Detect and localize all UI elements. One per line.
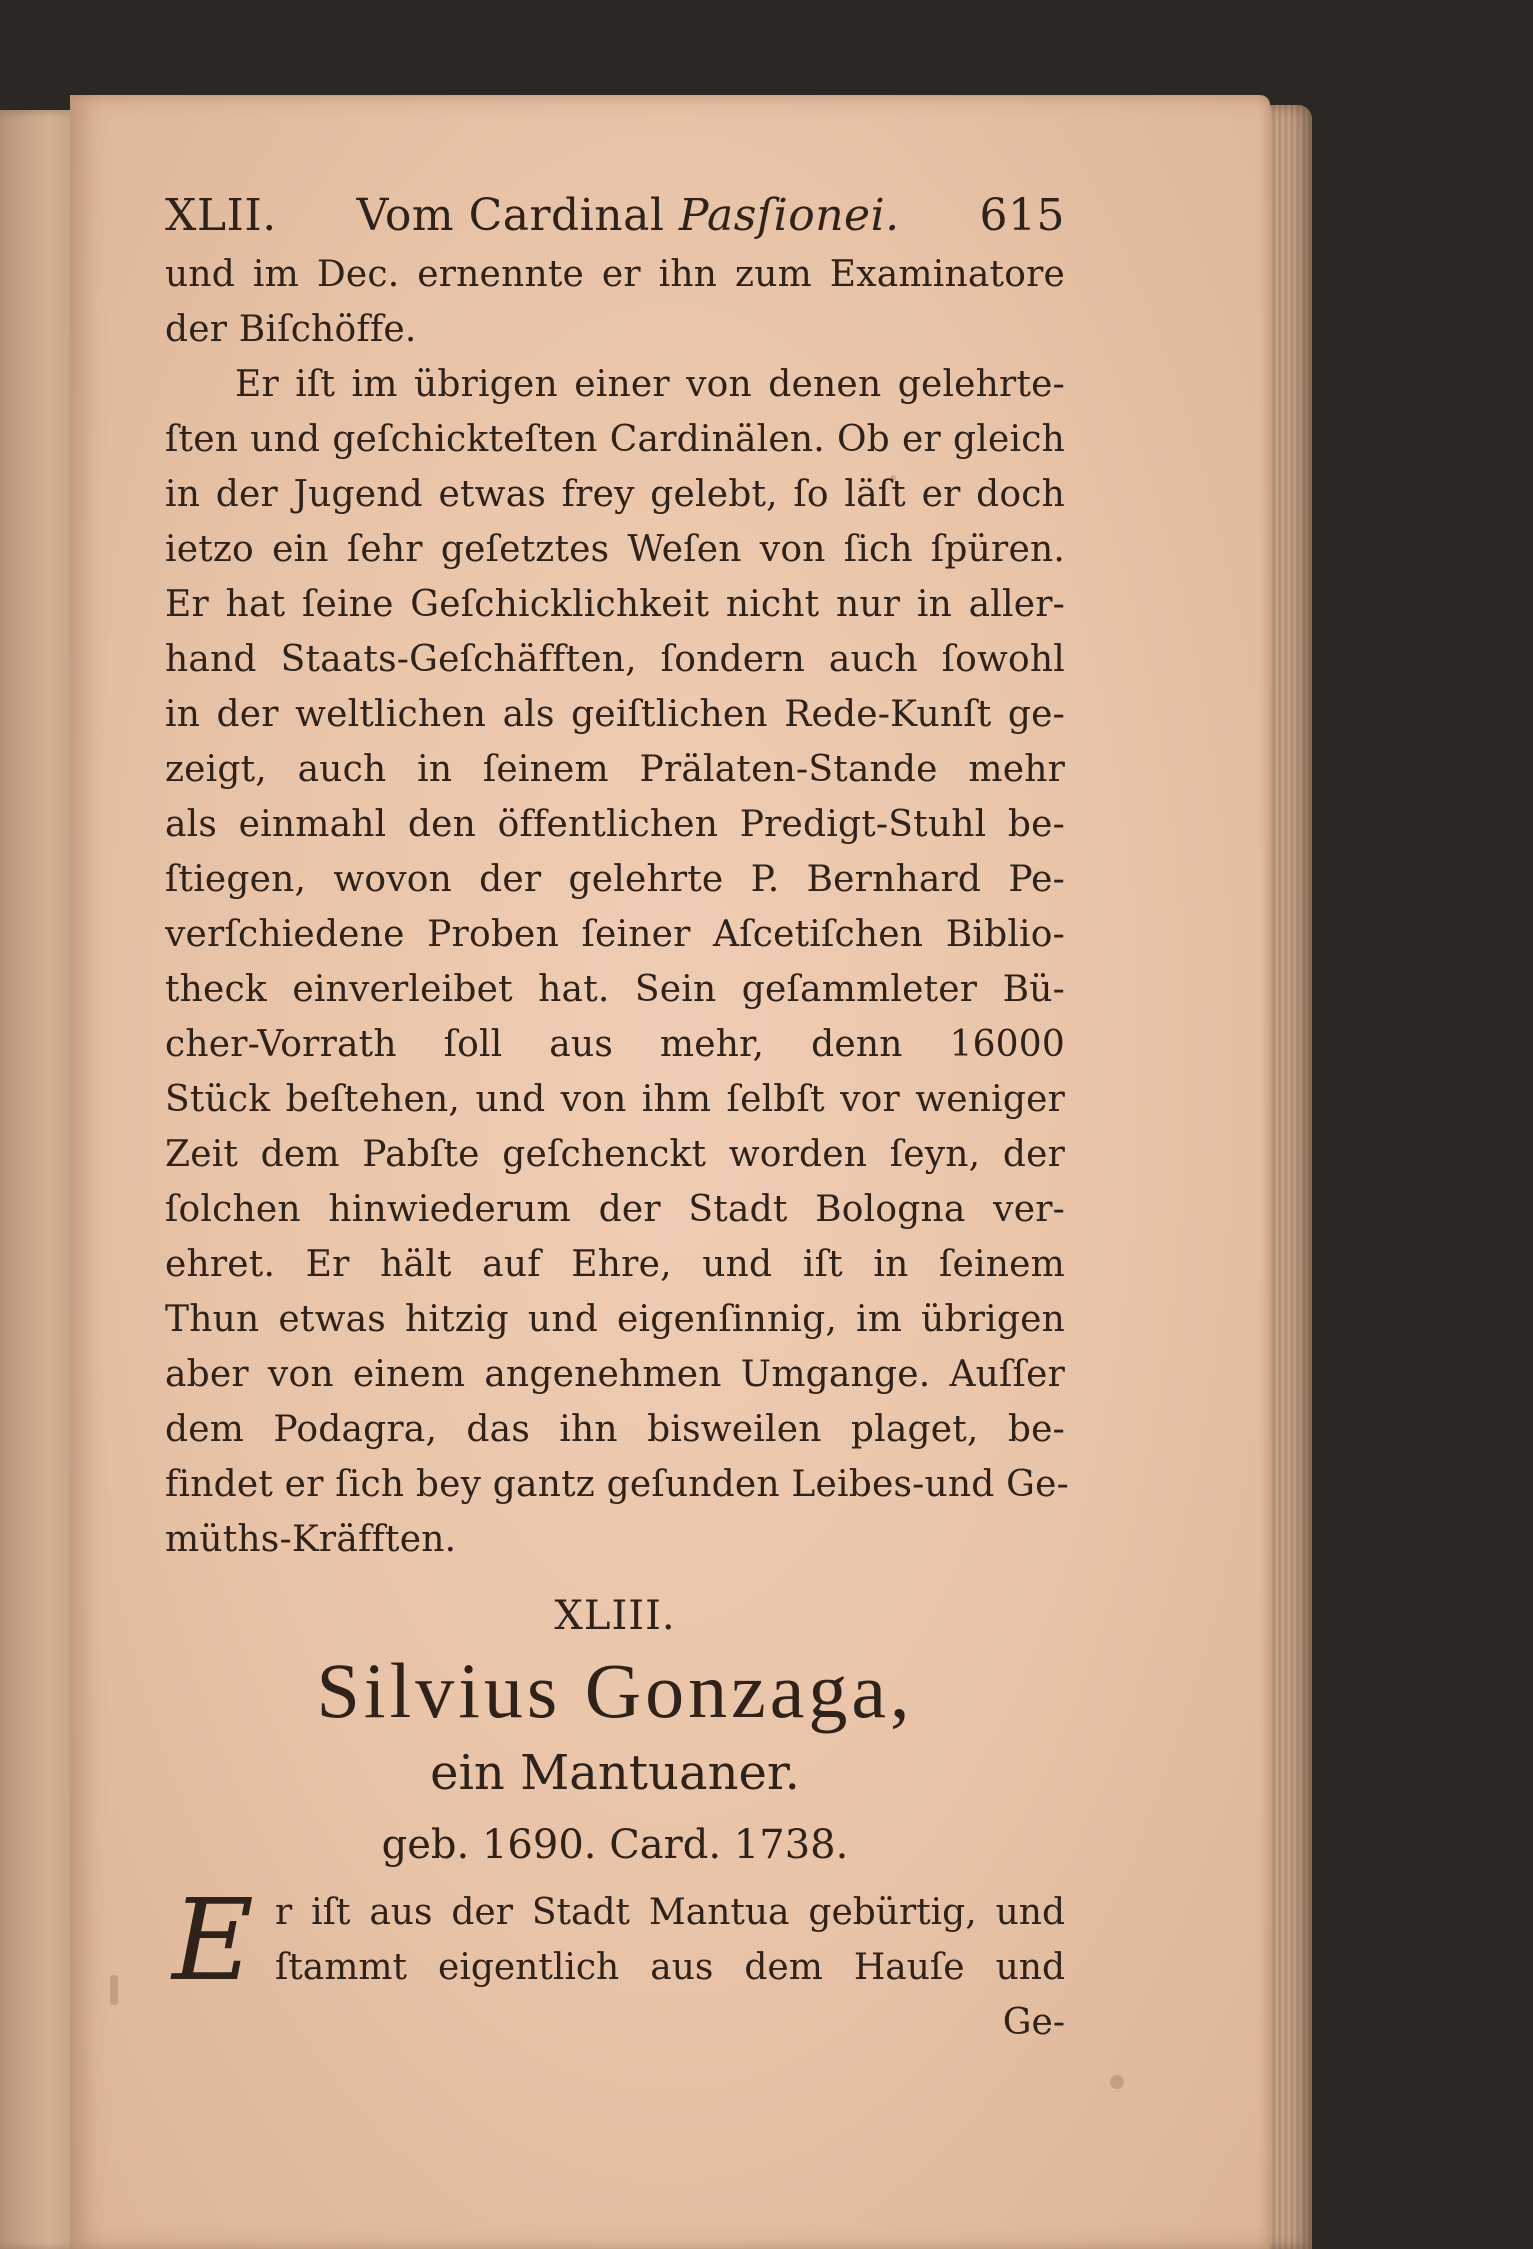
text-line: in der Jugend etwas frey gelebt, ſo läſt er doch — [165, 474, 1065, 515]
text-line: ſten und geſchickteſten Cardinälen. Ob er gleich — [165, 419, 1065, 460]
text-line: ſtiegen, wovon der gelehrte P. Bernhard Pe- — [165, 859, 1065, 900]
text-line: hand Staats-Geſchäfften, ſondern auch ſowohl — [165, 639, 1065, 680]
running-head-section: XLII. — [165, 190, 277, 241]
section-heading-name: Silvius Gonzaga, — [316, 1647, 914, 1734]
text-line: in der weltlichen als geiſtlichen Rede-Kunſt ge- — [165, 694, 1065, 735]
text-line: der Biſchöffe. — [165, 309, 417, 350]
paper-spot — [1110, 2075, 1124, 2089]
text-line: verſchiedene Proben ſeiner Aſcetiſchen Biblio- — [165, 914, 1065, 955]
text-line: Thun etwas hitzig und eigenſinnig, im übrigen — [165, 1299, 1065, 1340]
running-head-title-text: Vom Cardinal — [356, 190, 665, 241]
paper-spot — [110, 1975, 118, 2005]
section-number: XLIII. — [554, 1593, 676, 1639]
intro-line: ſtammt eigentlich aus dem Hauſe und — [275, 1947, 1065, 1988]
running-head-title — [277, 190, 980, 241]
text-line: Er iſt im übrigen einer von denen gelehrte- — [235, 364, 1065, 405]
text-line: als einmahl den öffentlichen Predigt-Stuhl be- — [165, 804, 1065, 845]
text-line: Er hat ſeine Geſchicklichkeit nicht nur in aller- — [165, 584, 1065, 625]
text-line: müths-Kräfften. — [165, 1519, 457, 1560]
body-text — [165, 247, 1069, 1567]
catchword: Ge- — [1002, 2002, 1065, 2043]
text-line: Zeit dem Pabſte geſchenckt worden ſeyn, der — [165, 1134, 1065, 1175]
text-line: Stück beſtehen, und von ihm ſelbſt vor weniger — [165, 1079, 1065, 1120]
page-text — [165, 190, 1069, 2050]
section-intro — [165, 1876, 1065, 2050]
text-line: findet er ſich bey gantz geſunden Leibes-und Ge- — [165, 1464, 1069, 1505]
text-line: cher-Vorrath ſoll aus mehr, denn 16000 — [165, 1024, 1065, 1065]
text-line: aber von einem angenehmen Umgange. Auſſer — [165, 1354, 1065, 1395]
text-line: ſolchen hinwiederum der Stadt Bologna ver- — [165, 1189, 1065, 1230]
running-head — [165, 190, 1065, 241]
drop-cap-initial: E — [172, 1876, 254, 2006]
text-line: ietzo ein ſehr geſetztes Weſen von ſich ſpüren. — [165, 529, 1065, 570]
text-line: und im Dec. ernennte er ihn zum Examinatore — [165, 254, 1065, 295]
running-head-name: Pasſionei. — [678, 190, 900, 241]
text-line: ehret. Er hält auf Ehre, und iſt in ſeinem — [165, 1244, 1065, 1285]
section-heading-dates: geb. 1690. Card. 1738. — [381, 1822, 849, 1868]
text-line: zeigt, auch in ſeinem Prälaten-Stande mehr — [165, 749, 1065, 790]
intro-line: r iſt aus der Stadt Mantua gebürtig, und — [275, 1892, 1065, 1933]
text-line: theck einverleibet hat. Sein geſammleter Bü- — [165, 969, 1065, 1010]
text-line: dem Podagra, das ihn bisweilen plaget, be- — [165, 1409, 1065, 1450]
page-number: 615 — [979, 190, 1065, 241]
section-heading-origin: ein Mantuaner. — [430, 1745, 800, 1801]
